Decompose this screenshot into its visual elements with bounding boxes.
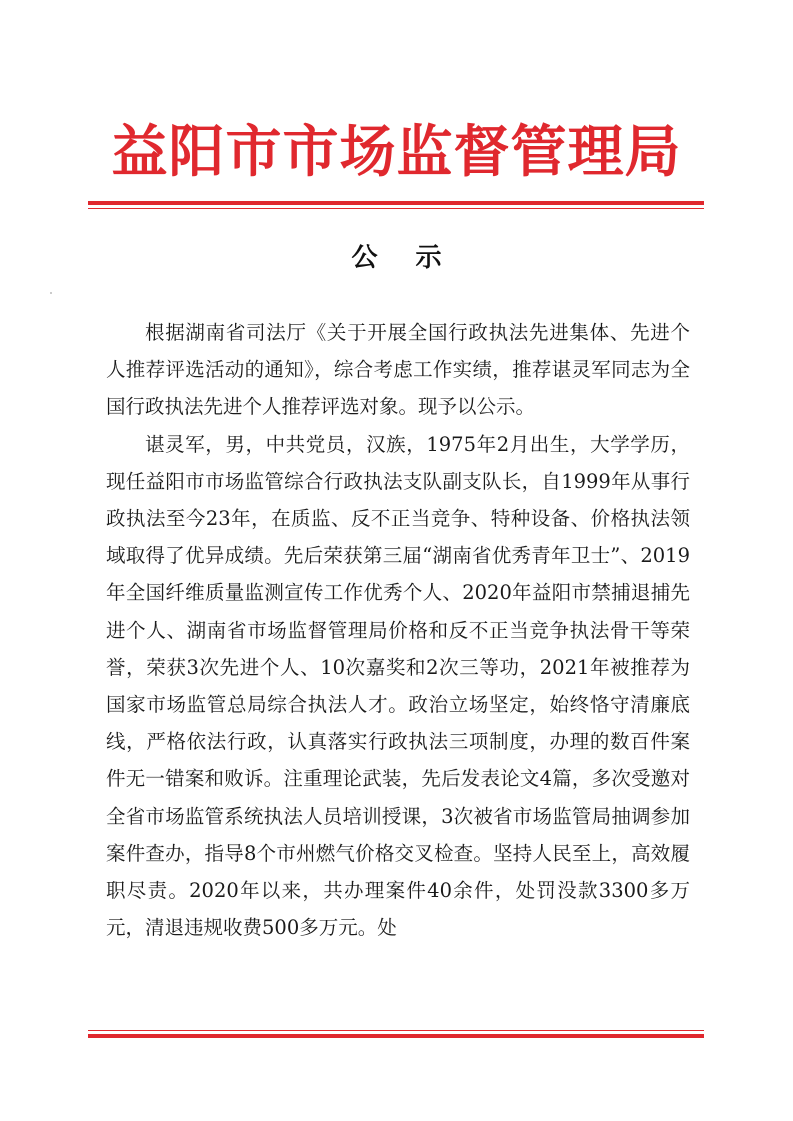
body-paragraph-2: 谌灵军，男，中共党员，汉族，1975年2月出生，大学学历，现任益阳市市场监管综合行政执法支队副支队长，自1999年从事行政执法至今23年，在质监、反不正当竞争、特种设备、价格执法领域取得了优异成绩。先后荣获第三届“湖南省优秀青年卫士”、2019年全国纤维质量监测宣传工作优秀个人、2020年益阳市禁捕退捕先进个人、湖南省市场监督管理局价格和反不正当竞争执法骨干等荣誉，荣获3次先进个人、10次嘉奖和2次三等功，2021年被推荐为国家市场监管总局综合执法人才。政治立场坚定，始终恪守清廉底线，严格依法行政，认真落实行政执法三项制度，办理的数百件案件无一错案和败诉。注重理论武装，先后发表论文4篇，多次受邀对全省市场监管系统执法人员培训授课，3次被省市场监管局抽调参加案件查办，指导8个市州燃气价格交叉检查。坚持人民至上，高效履职尽责。2020年以来，共办理案件40余件，处罚没款3300多万元，清退违规收费500多万元。处	[106, 432, 690, 940]
footer-rule-thick	[88, 1034, 704, 1038]
footer-rule-thin	[88, 1030, 704, 1031]
letterhead-rule-thin	[88, 208, 704, 209]
notice-title: 公示	[351, 243, 480, 273]
letterhead-rule-thick	[88, 201, 704, 205]
scan-speck	[50, 292, 52, 294]
notice-body	[106, 314, 690, 946]
body-paragraph-1: 根据湖南省司法厅《关于开展全国行政执法先进集体、先进个人推荐评选活动的通知》，综合考虑工作实绩，推荐谌灵军同志为全国行政执法先进个人推荐评选对象。现予以公示。	[106, 321, 690, 419]
letterhead-org-name: 益阳市市场监督管理局	[111, 119, 682, 185]
